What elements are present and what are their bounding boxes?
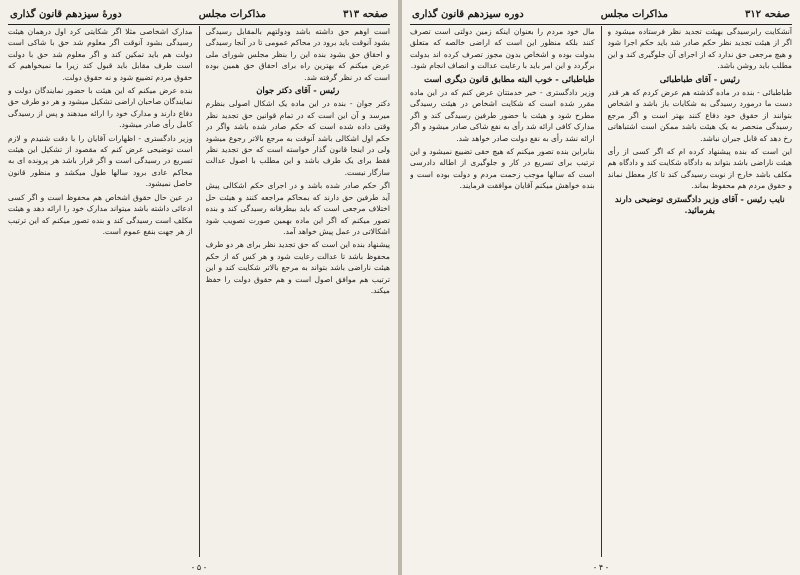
- text-column: [206, 26, 391, 557]
- paragraph: دکتر جوان - بنده در این ماده یک اشکال اصولی بنظرم میرسد و آن این است که در تمام قوانین حق تجدید نظر وقتی داده شده است که حکم صادر شده باشد واگر در حکم اول اشکالی باشد آنوقت به مرجع بالاتر رجوع میشود ولی در اینجا قانون گذار خواسته است که حق تجدید نظر فقط برای یک طرف باشد و این مطلب با اصول عدالت سازگار نیست.: [205, 99, 390, 177]
- session-label: دورهٔ سیزدهم قانون گذاری: [10, 8, 122, 20]
- page-footer: - ۵ -: [191, 563, 207, 572]
- paragraph: مدارک اشخاصی مثلا اگر شکایتی کرد اول درهمان هیئت رسیدگی بشود آنوقت اگر معلوم شد حق با شاکی است دولت هم باید تمکین کند و اگر معلوم شد حق با دولت است طرف مقابل باید قبول کند زیرا ما نمیخواهیم که حقوق مردم تضییع شود و نه حقوق دولت.: [8, 27, 193, 82]
- text-columns: [8, 26, 390, 557]
- paragraph: است اوهم حق داشته باشد ودولتهم بالمقابل رسیدگی بشود آنوقت باید برود در محاکم عمومی تا در آنجا رسیدگی و احقاق حق بشود بنده این را بنظر مجلس شورای ملی عرض میکنم که بهترین راه برای احقاق حق همین بوده است که در نظر گرفته شد.: [205, 27, 390, 82]
- right-page: [402, 0, 800, 575]
- speaker-call: رئیس - آقای طباطبائی: [659, 73, 740, 84]
- text-column: [8, 26, 193, 557]
- paragraph: این است که بنده پیشنهاد کرده ام که اگر کسی از رأی هیئت ناراضی باشد بتواند به دادگاه شکایت کند و دادگاه هم مکلف باشد خارج از نوبت رسیدگی کند تا کار معطل نماند و حقوق مردم هم محفوظ بماند.: [607, 147, 792, 191]
- paragraph: پیشنهاد بنده این است که حق تجدید نظر برای هر دو طرف محفوظ باشد تا عدالت رعایت شود و هر کس که از حکم هیئت ناراضی باشد بتواند به مرجع بالاتر شکایت کند و این ترتیب هم موافق اصول است و هم حقوق دولت را حفظ میکند.: [205, 240, 390, 295]
- text-column: [410, 26, 595, 557]
- paragraph: آنشکایت رابرسیدگی بهیئت تجدید نظر فرستاده میشود و اگر از هیئت تجدید نظر حکم صادر شد باید حکم اجرا شود و هیچ مرجعی حق ندارد که از اجرای آن جلوگیری کند و این مطلب باید روشن باشد.: [607, 27, 792, 71]
- paragraph: اگر حکم صادر شده باشد و در اجرای حکم اشکالی پیش آید طرفین حق دارند که بمحاکم مراجعه کنند و هیئت حل اختلاف مرجعی است که باید بیطرفانه رسیدگی کند و بنده تصور میکنم که اگر این ماده بهمین صورت تصویب شود اشکالاتی در عمل پیش خواهد آمد.: [205, 181, 390, 236]
- paragraph: وزیر دادگستری - خیر خدمتتان عرض کنم که در این ماده مقرر شده است که شکایت اشخاص در هیئت رسیدگی مطرح شود و هیئت با حضور طرفین رسیدگی کند و اگر مدارک کافی ارائه شد رأی به نفع شاکی صادر میشود و اگر ارائه نشد رأی به نفع دولت صادر خواهد شد.: [410, 88, 595, 143]
- session-label: دوره سیزدهم قانون گذاری: [412, 8, 524, 20]
- text-columns: [410, 26, 792, 557]
- page-header: [410, 6, 792, 25]
- column-divider: [199, 26, 200, 557]
- speaker-line: طباطبائی - خوب البته مطابق قانون دیگری است: [423, 73, 595, 84]
- page-footer: - ۴ -: [593, 563, 609, 572]
- speaker-call: نایب رئیس - آقای وزیر دادگستری توضیحی دارند بفرمائید.: [614, 193, 785, 216]
- paragraph: طباطبائی - بنده در ماده گذشته هم عرض کردم که هر قدر دست ما درمورد رسیدگی به شکایات باز باشد و اشخاص بتوانند از حقوق خود دفاع کنند بهتر است و اگر مرجع رسیدگی منحصر به یک هیئت باشد ممکن است اشتباهاتی رخ دهد که قابل جبران نباشد.: [607, 88, 792, 143]
- paragraph: بنده عرض میکنم که این هیئت با حضور نمایندگان دولت و نمایندگان صاحبان اراضی تشکیل میشود و هر دو طرف حق دفاع دارند و مدارک خود را ارائه میدهند و پس از رسیدگی کامل رأی صادر میشود.: [8, 86, 193, 130]
- page-header: [8, 6, 390, 25]
- speaker-call: رئیس - آقای دکتر جوان: [256, 85, 340, 96]
- text-column: [608, 26, 793, 557]
- page-number: صفحه ۳۱۲: [745, 8, 790, 20]
- left-page: [0, 0, 398, 575]
- paragraph: بنابراین بنده تصور میکنم که هیچ حقی تضییع نمیشود و این ترتیب برای تسریع در کار و جلوگیری از اطاله دادرسی است که سالها موجب زحمت مردم و دولت بوده است و بنده خواهش میکنم آقایان موافقت فرمایند.: [410, 147, 595, 191]
- page-number: صفحه ۳۱۳: [343, 8, 388, 20]
- paragraph: مال خود مردم را بعنوان اینکه زمین دولتی است تصرف کنند بلکه منظور این است که اراضی خالصه که متعلق بدولت بوده و اشخاص بدون مجوز تصرف کرده اند بدولت برگردد و این امر باید با رعایت عدالت و انصاف انجام شود.: [410, 27, 595, 71]
- running-title: مذاکرات مجلس: [600, 8, 668, 20]
- column-divider: [601, 26, 602, 557]
- running-title: مذاکرات مجلس: [198, 8, 266, 20]
- paragraph: در عین حال حقوق اشخاص هم محفوظ است و اگر کسی ادعائی داشته باشد میتواند مدارک خود را ارائه دهد و هیئت مکلف است رسیدگی کند و بنده تصور میکنم که این ترتیب از هر جهت بنفع عموم است.: [8, 192, 193, 236]
- paragraph: وزیر دادگستری - اظهارات آقایان را با دقت شنیدم و لازم است توضیحی عرض کنم که مقصود از تشکیل این هیئت تسریع در رسیدگی است و اگر قرار باشد هر پرونده ای به محاکم عادی برود سالها طول میکشد و منظور قانون حاصل نمیشود.: [8, 133, 193, 189]
